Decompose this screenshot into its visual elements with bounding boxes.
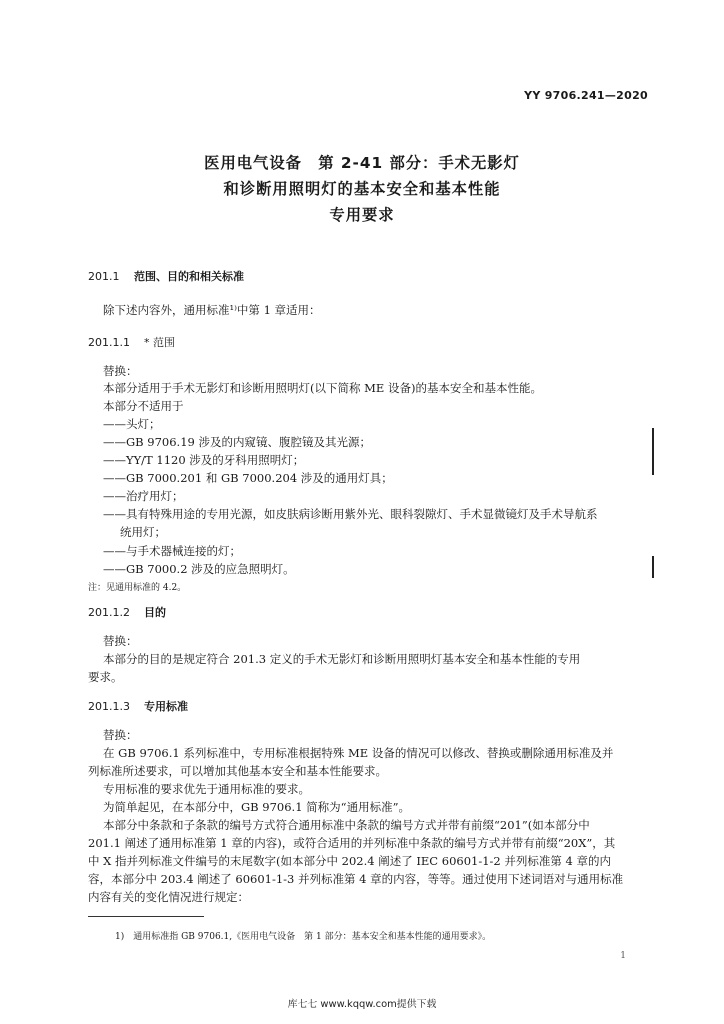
paragraph-continuation: 要求。 [88,670,123,684]
document-title-line-3: 专用要求 [329,206,395,224]
paragraph: 本部分不适用于 [103,399,184,413]
standard-code: YY 9706.241—2020 [524,89,648,102]
paragraph-continuation: 容，本部分中 203.4 阐述了 60601-1-3 并列标准第 4 章的内容，等等。通过使用下述词语对与通用标准 [88,872,624,886]
list-item: ——具有特殊用途的专用光源，如皮肤病诊断用紫外光、眼科裂隙灯、手术显微镜灯及手术导航系 [103,507,598,521]
section-title: * 范围 [144,336,175,349]
section-heading-201-1-3 [88,698,188,714]
section-title: 范围、目的和相关标准 [134,270,244,283]
list-item: ——YY/T 1120 涉及的牙科用照明灯； [103,453,305,467]
paragraph: 除下述内容外，通用标准¹⁾中第 1 章适用： [103,303,321,317]
list-item: ——GB 7000.2 涉及的应急照明灯。 [103,562,295,576]
section-number: 201.1 [88,270,120,283]
paragraph: 本部分中条款和子条款的编号方式符合通用标准中条款的编号方式并带有前缀“201”(如本部分中 [103,818,590,832]
section-heading-201-1-1 [88,334,175,350]
paragraph-continuation: 内容有关的变化情况进行规定： [88,890,249,904]
change-bar [652,428,654,475]
download-watermark: 库七七 www.kqqw.com提供下载 [287,999,437,1010]
paragraph-continuation: 中 X 指并列标准文件编号的末尾数字(如本部分中 202.4 阐述了 IEC 60601-1-2 并列标准第 4 章的内 [88,854,612,868]
change-bar [652,556,654,578]
section-heading-201-1 [88,268,244,284]
footnote-separator [88,916,204,917]
section-number: 201.1.3 [88,700,130,713]
document-title-line-2: 和诊断用照明灯的基本安全和基本性能 [223,180,501,198]
list-item: ——GB 7000.201 和 GB 7000.204 涉及的通用灯具； [103,471,393,485]
replace-label: 替换： [103,728,138,742]
replace-label: 替换： [103,634,138,648]
section-heading-201-1-2 [88,604,166,620]
list-item: ——与手术器械连接的灯； [103,544,241,558]
paragraph: 本部分的目的是规定符合 201.3 定义的手术无影灯和诊断用照明灯基本安全和基本性能的专用 [103,652,581,666]
paragraph-continuation: 列标准所述要求，可以增加其他基本安全和基本性能要求。 [88,764,387,778]
paragraph: 专用标准的要求优先于通用标准的要求。 [103,782,310,796]
replace-label: 替换： [103,364,138,378]
section-number: 201.1.2 [88,606,130,619]
footnote: 1) 通用标准指 GB 9706.1,《医用电气设备 第 1 部分：基本安全和基本性能的通用要求》。 [115,932,492,942]
list-item: ——治疗用灯； [103,489,184,503]
note: 注：见通用标准的 4.2。 [88,583,187,593]
section-number: 201.1.1 [88,336,130,349]
paragraph: 为简单起见，在本部分中，GB 9706.1 简称为“通用标准”。 [103,800,410,814]
page-number: 1 [620,951,626,961]
list-item: ——头灯； [103,417,161,431]
paragraph: 在 GB 9706.1 系列标准中，专用标准根据特殊 ME 设备的情况可以修改、替换或删除通用标准及并 [103,746,614,760]
document-title-line-1: 医用电气设备 第 2-41 部分：手术无影灯 [204,154,520,172]
section-title: 目的 [144,606,166,619]
paragraph: 本部分适用于手术无影灯和诊断用照明灯(以下简称 ME 设备)的基本安全和基本性能。 [103,381,542,395]
paragraph-continuation: 201.1 阐述了通用标准第 1 章的内容)，或符合适用的并列标准中条款的编号方式并带有前缀“20X”，其 [88,836,616,850]
section-title: 专用标准 [144,700,188,713]
list-item-continuation: 统用灯； [120,525,166,539]
list-item: ——GB 9706.19 涉及的内窥镜、腹腔镜及其光源； [103,435,372,449]
